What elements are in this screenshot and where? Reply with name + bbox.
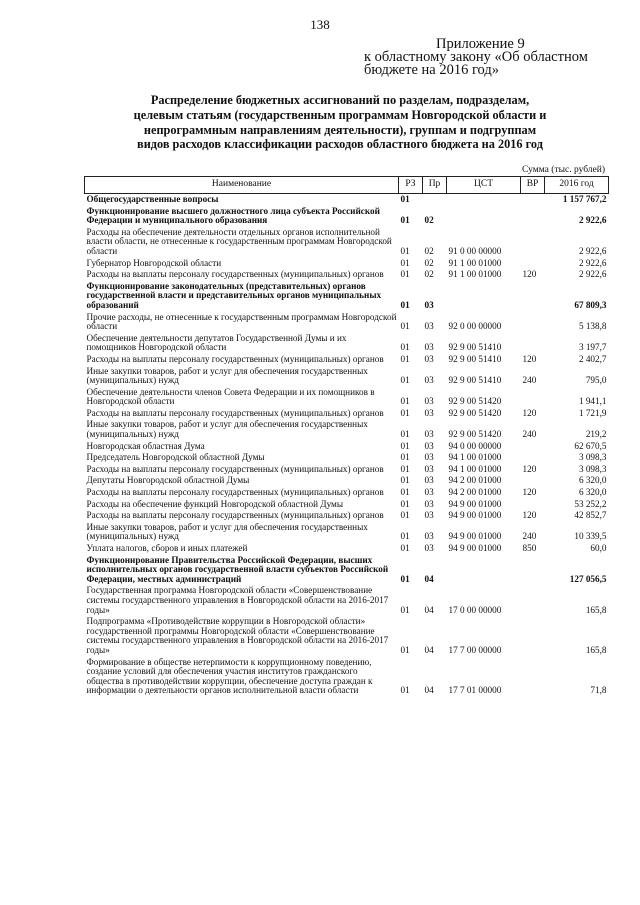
appendix-block [364, 38, 588, 77]
cell-rz: 01 [400, 353, 410, 364]
cell-sum: 6 320,0 [578, 475, 607, 486]
cell-vr: 120 [522, 353, 537, 364]
cell-name: Расходы на обеспечение функций Новгородской областной Думы [86, 498, 344, 509]
header-name: Наименование [85, 177, 399, 194]
cell-rz: 01 [400, 194, 410, 204]
header-vr: ВР [521, 177, 545, 194]
cell-name: Расходы на выплаты персоналу государственных (муниципальных) органов [86, 353, 384, 364]
cell-rz: 01 [400, 321, 410, 332]
cell-cst: 94 0 00 00000 [448, 440, 502, 451]
cell-sum: 2 922,6 [578, 257, 607, 268]
cell-name: Функционирование высшего должностного лица субъекта Российской Федерации и муниципального образования [86, 205, 380, 226]
cell-vr [521, 206, 545, 227]
table-row [85, 333, 609, 354]
cell-vr [521, 475, 545, 487]
cell-name: Подпрограмма «Противодействие коррупции в Новгородской области» государственной программы Новгородской области «Совершенствование системы государственного управления в Новгородской области на 2016-2017 годы» [86, 616, 389, 655]
table-row [85, 510, 609, 522]
cell-vr [521, 194, 545, 206]
cell-pr: 04 [424, 644, 434, 655]
cell-sum: 53 252,2 [574, 498, 607, 509]
cell-sum: 1 721,9 [578, 407, 607, 418]
cell-name: Расходы на выплаты персоналу государственных (муниципальных) органов [86, 487, 384, 498]
cell-vr [521, 387, 545, 408]
cell-sum: 67 809,3 [574, 299, 607, 310]
cell-rz: 01 [400, 407, 410, 418]
appendix-line: к областному закону «Об областном [364, 49, 588, 65]
header-pr: Пр [423, 177, 447, 194]
cell-rz: 01 [400, 299, 410, 310]
table-row [85, 206, 609, 227]
cell-sum: 795,0 [585, 375, 607, 386]
cell-rz: 01 [400, 342, 410, 353]
cell-vr: 240 [522, 375, 537, 386]
cell-rz: 01 [400, 245, 410, 256]
cell-vr [521, 616, 545, 656]
cell-name: Новгородская областная Дума [86, 440, 205, 451]
cell-vr: 120 [522, 269, 537, 280]
cell-cst: 94 9 00 01000 [448, 531, 502, 542]
cell-cst: 92 9 00 51410 [448, 342, 502, 353]
appendix-line: бюджете на 2016 год» [364, 62, 500, 78]
cell-rz: 01 [400, 375, 410, 386]
cell-pr: 04 [424, 604, 434, 615]
cell-pr: 03 [424, 375, 434, 386]
cell-rz: 01 [400, 475, 410, 486]
cell-cst: 17 7 00 00000 [448, 644, 502, 655]
table-row [85, 616, 609, 656]
cell-pr: 02 [424, 215, 434, 226]
cell-pr: 02 [424, 269, 434, 280]
cell-name: Депутаты Новгородской областной Думы [86, 475, 250, 486]
table-row [85, 366, 609, 387]
cell-vr [521, 657, 545, 697]
cell-name: Формирование в обществе нетерпимости к коррупционному поведению, создание условий для обеспечения участия институтов гражданского общества в противодействии коррупции, обеспечение доступа граждан к информации о деятельности органов исполнительной власти области [86, 656, 373, 696]
cell-vr [521, 312, 545, 333]
page-number: 138 [310, 17, 330, 32]
cell-pr: 03 [424, 531, 434, 542]
cell-cst: 92 0 00 00000 [448, 321, 502, 332]
title-line: видов расходов классификации расходов областного бюджета на 2016 год [137, 137, 543, 152]
cell-rz: 01 [400, 604, 410, 615]
cell-cst: 17 0 00 00000 [448, 604, 502, 615]
title-line: целевым статьям (государственным программам Новгородской области и [133, 107, 547, 122]
cell-rz: 01 [400, 429, 410, 440]
cell-pr: 03 [424, 353, 434, 364]
cell-sum: 2 922,6 [578, 215, 607, 226]
cell-vr: 240 [522, 429, 537, 440]
cell-rz: 01 [400, 269, 410, 280]
appendix-line: Приложение 9 [436, 36, 525, 52]
table-row [85, 387, 609, 408]
cell-pr: 03 [424, 543, 434, 553]
table-row [85, 441, 609, 453]
cell-sum: 165,8 [585, 644, 607, 655]
cell-cst: 94 9 00 01000 [448, 498, 502, 509]
cell-sum: 3 098,3 [578, 463, 607, 474]
cell-cst: 91 1 00 01000 [448, 269, 502, 280]
cell-name: Расходы на выплаты персоналу государственных (муниципальных) органов [86, 463, 384, 474]
cell-pr: 03 [424, 342, 434, 353]
cell-cst [447, 555, 521, 586]
cell-rz: 01 [400, 452, 410, 463]
cell-rz: 01 [400, 531, 410, 542]
cell-vr: 120 [522, 487, 537, 498]
cell-pr: 03 [424, 510, 434, 521]
cell-cst: 94 2 00 01000 [448, 487, 502, 498]
cell-cst: 92 9 00 51420 [448, 396, 502, 407]
cell-rz: 01 [400, 510, 410, 521]
cell-name: Функционирование Правительства Российской Федерации, высших исполнительных органов государственной власти субъектов Российской Федерации, местных администраций [86, 554, 389, 584]
table-row [85, 269, 609, 281]
cell-name: Обеспечение деятельности членов Совета Федерации и их помощников в Новгородской области [86, 386, 375, 407]
cell-cst: 94 2 00 01000 [448, 475, 502, 486]
cell-rz: 01 [400, 396, 410, 407]
table-row [85, 281, 609, 312]
table-header-row [85, 177, 609, 194]
cell-pr: 03 [424, 440, 434, 451]
cell-pr: 03 [424, 475, 434, 486]
table-row [85, 487, 609, 499]
cell-cst: 94 9 00 01000 [448, 510, 502, 521]
cell-sum: 3 197,7 [578, 342, 607, 353]
cell-sum: 127 056,5 [569, 573, 607, 584]
cell-vr [521, 441, 545, 453]
cell-rz: 01 [400, 463, 410, 474]
cell-vr: 120 [522, 407, 537, 418]
cell-name: Председатель Новгородской областной Думы [86, 452, 265, 463]
cell-cst: 92 9 00 51420 [448, 407, 502, 418]
document-title [70, 93, 610, 152]
table-row [85, 543, 609, 555]
table-row [85, 499, 609, 511]
cell-sum: 71,8 [590, 685, 607, 696]
table-row [85, 258, 609, 270]
table-row [85, 312, 609, 333]
table-row [85, 408, 609, 420]
cell-cst: 94 9 00 01000 [448, 543, 502, 553]
cell-name: Губернатор Новгородской области [86, 257, 222, 268]
cell-cst: 17 7 01 00000 [448, 685, 502, 696]
cell-sum: 6 320,0 [578, 487, 607, 498]
cell-pr: 04 [424, 573, 434, 584]
cell-sum: 2 922,6 [578, 269, 607, 280]
cell-vr: 120 [522, 510, 537, 521]
cell-cst: 92 9 00 51410 [448, 353, 502, 364]
cell-name: Расходы на выплаты персоналу государственных (муниципальных) органов [86, 269, 384, 280]
cell-name: Расходы на обеспечение деятельности отдельных органов исполнительной власти области, не отнесенные к государственным программам Новгородской области [86, 226, 392, 256]
cell-sum: 60,0 [590, 543, 607, 553]
cell-vr: 120 [522, 463, 537, 474]
table-row [85, 475, 609, 487]
cell-sum: 2 402,7 [578, 353, 607, 364]
cell-sum: 165,8 [585, 604, 607, 615]
cell-vr [521, 281, 545, 312]
cell-sum: 10 339,5 [574, 531, 607, 542]
header-cst: ЦСТ [447, 177, 521, 194]
cell-name: Уплата налогов, сборов и иных платежей [86, 543, 248, 553]
table-row [85, 585, 609, 616]
title-line: непрограммным направлениям деятельности), группам и подгруппам [143, 122, 537, 137]
cell-rz: 01 [400, 573, 410, 584]
table-row [85, 522, 609, 543]
cell-sum: 5 138,8 [578, 321, 607, 332]
cell-vr [521, 585, 545, 616]
table-row [85, 555, 609, 586]
cell-pr: 03 [424, 452, 434, 463]
cell-rz: 01 [400, 644, 410, 655]
table-row [85, 452, 609, 464]
cell-sum: 2 922,6 [578, 245, 607, 256]
table-row [85, 657, 609, 697]
cell-vr: 240 [522, 531, 537, 542]
cell-name: Государственная программа Новгородской области «Совершенствование системы государственного управления в Новгородской области на 2016-2017 годы» [86, 585, 389, 615]
cell-pr: 03 [424, 299, 434, 310]
cell-pr: 03 [424, 487, 434, 498]
cell-name: Общегосударственные вопросы [86, 194, 219, 204]
table-row [85, 354, 609, 366]
cell-pr: 02 [424, 245, 434, 256]
cell-name: Прочие расходы, не отнесенные к государственным программам Новгородской области [86, 311, 397, 332]
cell-pr: 03 [424, 396, 434, 407]
cell-name: Иные закупки товаров, работ и услуг для обеспечения государственных (муниципальных) нужд [86, 365, 368, 386]
cell-sum: 42 852,7 [574, 510, 607, 521]
title-line: Распределение бюджетных ассигнований по разделам, подразделам, [150, 93, 530, 107]
cell-pr: 03 [424, 429, 434, 440]
table-row [85, 419, 609, 440]
cell-name: Иные закупки товаров, работ и услуг для обеспечения государственных (муниципальных) нужд [86, 419, 368, 440]
cell-vr [521, 258, 545, 270]
cell-sum: 62 670,5 [574, 440, 607, 451]
cell-vr [521, 333, 545, 354]
budget-table [84, 176, 609, 697]
cell-cst: 92 9 00 51410 [448, 375, 502, 386]
table-row [85, 194, 609, 206]
cell-rz: 01 [400, 685, 410, 696]
cell-cst: 94 1 00 01000 [448, 452, 502, 463]
cell-sum: 1 941,1 [578, 396, 607, 407]
cell-sum: 3 098,3 [578, 452, 607, 463]
cell-vr [521, 452, 545, 464]
cell-sum: 219,2 [585, 429, 607, 440]
cell-pr [423, 194, 447, 206]
cell-rz: 01 [400, 543, 410, 553]
cell-rz: 01 [400, 257, 410, 268]
cell-name: Функционирование законодательных (представительных) органов государственной власти и представительных органов муниципальных образований [86, 280, 382, 310]
header-sum: 2016 год [545, 177, 609, 194]
cell-vr: 850 [522, 543, 537, 553]
cell-cst [447, 194, 521, 206]
cell-name: Иные закупки товаров, работ и услуг для обеспечения государственных (муниципальных) нужд [86, 521, 368, 542]
cell-rz: 01 [400, 215, 410, 226]
table-row [85, 227, 609, 258]
units-label: Сумма (тыс. рублей) [522, 165, 605, 175]
cell-name: Расходы на выплаты персоналу государственных (муниципальных) органов [86, 407, 384, 418]
cell-cst: 91 0 00 00000 [448, 245, 502, 256]
table-row [85, 464, 609, 476]
cell-cst: 92 9 00 51420 [448, 429, 502, 440]
cell-cst [447, 281, 521, 312]
cell-vr [521, 499, 545, 511]
cell-vr [521, 227, 545, 258]
cell-cst: 91 1 00 01000 [448, 257, 502, 268]
cell-rz: 01 [400, 487, 410, 498]
cell-pr: 03 [424, 463, 434, 474]
cell-rz: 01 [400, 440, 410, 451]
cell-pr: 03 [424, 321, 434, 332]
table-body [85, 194, 609, 697]
cell-cst [447, 206, 521, 227]
cell-pr: 03 [424, 498, 434, 509]
cell-cst: 94 1 00 01000 [448, 463, 502, 474]
cell-pr: 02 [424, 257, 434, 268]
cell-pr: 03 [424, 407, 434, 418]
cell-pr: 04 [424, 685, 434, 696]
cell-vr [521, 555, 545, 586]
cell-sum: 1 157 767,2 [562, 194, 607, 204]
cell-rz: 01 [400, 498, 410, 509]
header-rz: РЗ [399, 177, 423, 194]
cell-name: Обеспечение деятельности депутатов Государственной Думы и их помощников Новгородской области [86, 332, 347, 353]
cell-name: Расходы на выплаты персоналу государственных (муниципальных) органов [86, 510, 384, 521]
